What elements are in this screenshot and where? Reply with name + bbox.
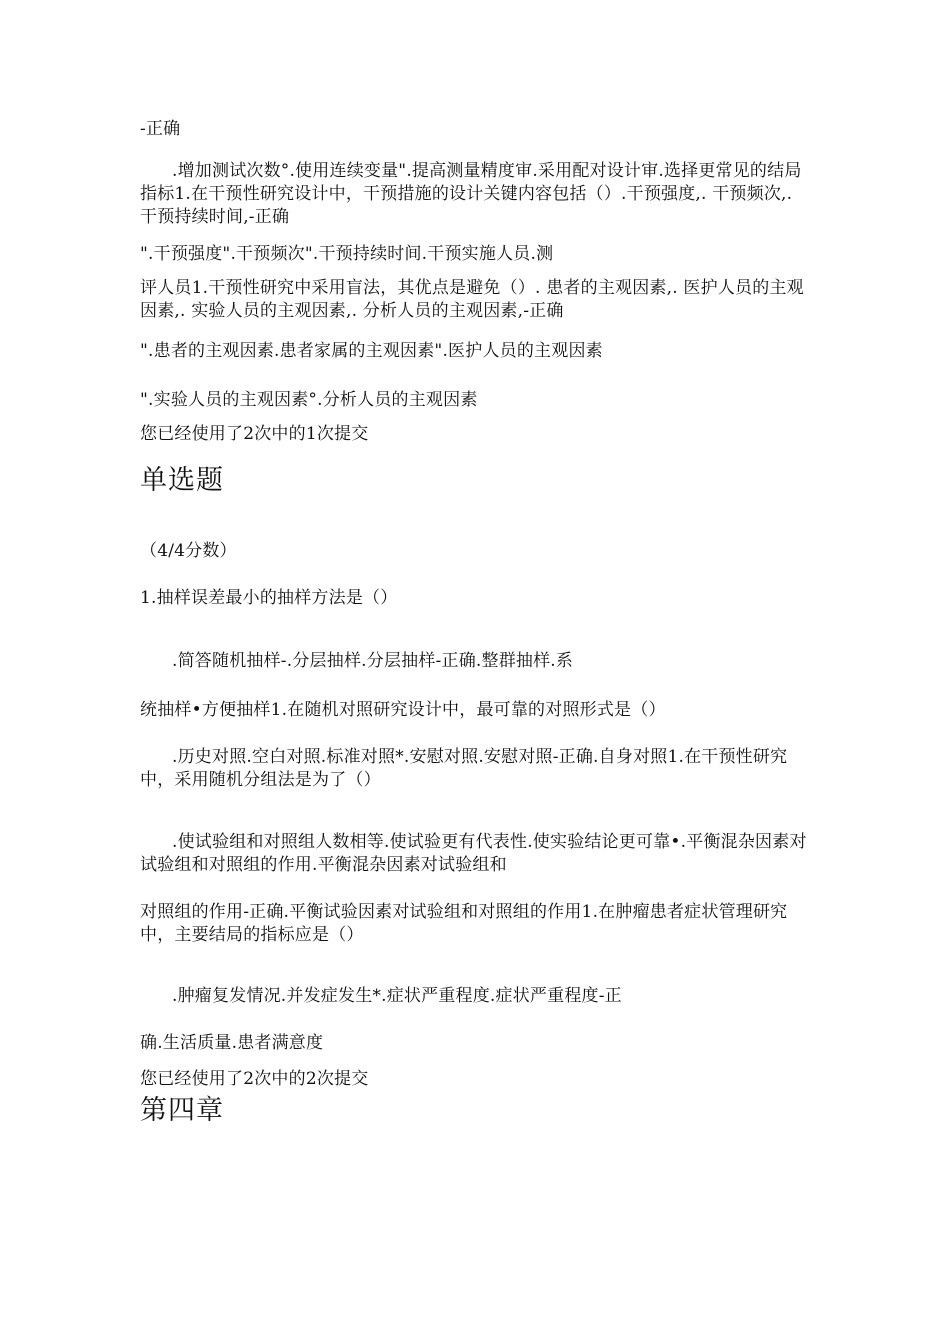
answer-options: 确.生活质量.患者满意度 [140, 1033, 324, 1053]
question-paragraph: 1.抽样误差最小的抽样方法是（） [140, 588, 398, 608]
section-title: 单选题 [140, 465, 224, 496]
answer-options: .使试验组和对照组人数相等.使试验更有代表性.使实验结论更可靠•.平衡混杂因素对试验组和对照组的作用.平衡混杂因素对试验组和 [140, 832, 807, 875]
submission-status: 您已经使用了2次中的2次提交 [140, 1069, 369, 1089]
answer-options: .肿瘤复发情况.并发症发生*.症状严重程度.症状严重程度-正 [172, 986, 622, 1006]
chapter-title: 第四章 [140, 1095, 224, 1126]
question-paragraph: 评人员1.干预性研究中采用盲法，其优点是避免（）. 患者的主观因素,. 医护人员的主观因素,. 实验人员的主观因素,. 分析人员的主观因素,-正确 [140, 278, 804, 321]
answer-options: .简答随机抽样-.分层抽样.分层抽样-正确.整群抽样.系 [172, 651, 574, 671]
answer-options: ".患者的主观因素.患者家属的主观因素".医护人员的主观因素 [140, 341, 603, 361]
score-text: （4/4分数） [140, 541, 237, 561]
question-paragraph: 统抽样•方便抽样1.在随机对照研究设计中，最可靠的对照形式是（） [140, 700, 666, 720]
question-paragraph: 对照组的作用-正确.平衡试验因素对试验组和对照组的作用1.在肿瘤患者症状管理研究中，主要结局的指标应是（） [140, 902, 788, 945]
question-paragraph: ".干预强度".干预频次".干预持续时间.干预实施人员.测 [140, 244, 554, 264]
question-paragraph: .增加测试次数°.使用连续变量".提高测量精度审.采用配对设计审.选择更常见的结局指标1.在干预性研究设计中，干预措施的设计关键内容包括（）.干预强度,. 干预频次,. 干预持续时间,-正确 [140, 161, 802, 227]
answer-options: ".实验人员的主观因素°.分析人员的主观因素 [140, 390, 478, 410]
answer-correct-marker: -正确 [140, 119, 181, 139]
question-paragraph: .历史对照.空白对照.标准对照*.安慰对照.安慰对照-正确.自身对照1.在干预性研究中，采用随机分组法是为了（） [140, 747, 788, 790]
submission-status: 您已经使用了2次中的1次提交 [140, 424, 369, 444]
